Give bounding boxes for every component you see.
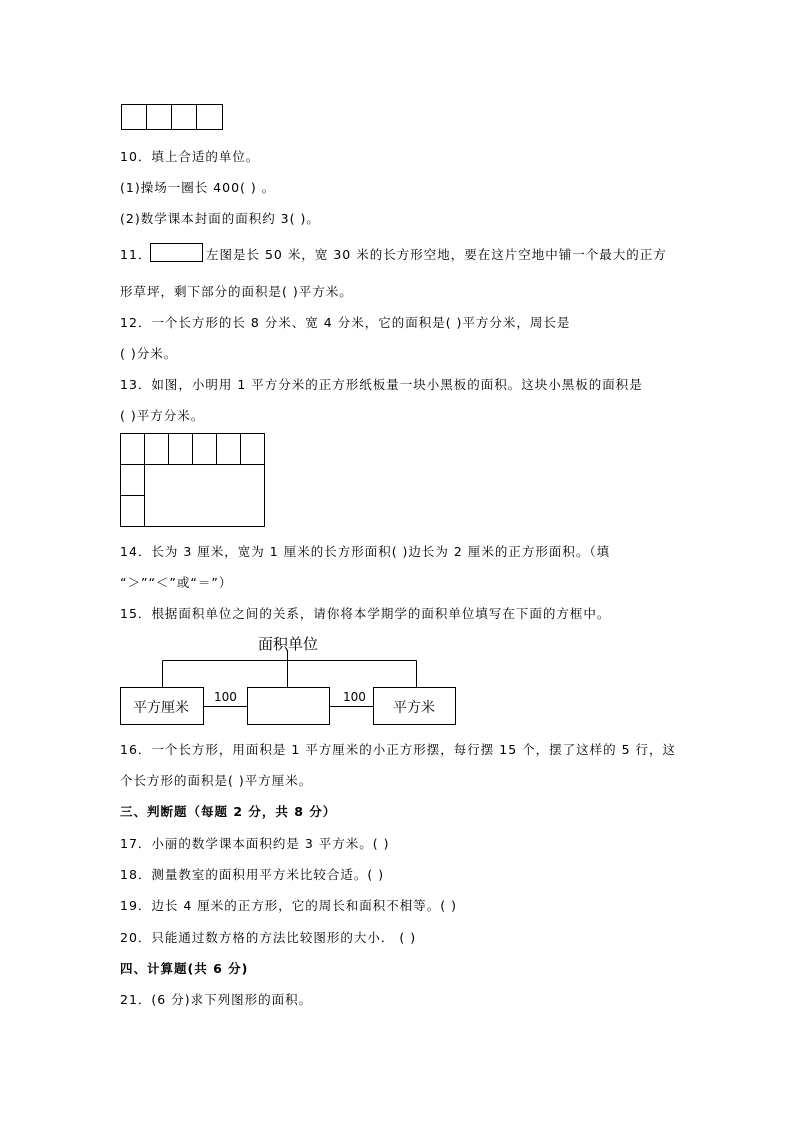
q11-text-line1: 左图是长 50 米，宽 30 米的长方形空地，要在这片空地中铺一个最大的正方 [206,247,667,262]
q17-text: 17．小丽的数学课本面积约是 3 平方米。( ) [120,836,390,851]
q12-text-line2: ( )分米。 [120,346,178,361]
grid-cell [146,104,172,130]
section4-heading: 四、计算题(共 6 分) [120,961,249,976]
unit-box-right-label: 平方米 [393,700,435,716]
q10-part2: (2)数学课本封面的面积约 3( )。 [120,211,320,226]
q20-text: 20．只能通过数方格的方法比较图形的大小． ( ) [120,930,417,945]
unit-box-middle[interactable] [247,687,330,725]
q18-text: 18．测量教室的面积用平方米比较合适。( ) [120,867,385,882]
q13-text-line2: ( )平方分米。 [120,408,205,423]
section3-heading: 三、判断题（每题 2 分，共 8 分） [120,804,337,819]
q13-blackboard-figure [119,432,267,530]
q19-text: 19．边长 4 厘米的正方形，它的周长和面积不相等。( ) [120,898,458,913]
grid-cell [171,104,197,130]
q10-title: 10．填上合适的单位。 [120,149,260,164]
q15-text: 15．根据面积单位之间的关系，请你将本学期学的面积单位填写在下面的方框中。 [120,606,611,621]
q14-text-line1: 14．长为 3 厘米，宽为 1 厘米的长方形面积( )边长为 2 厘米的正方形面积。（填 [120,544,611,559]
q12-text-line1: 12．一个长方形的长 8 分米、宽 4 分米，它的面积是( )平方分米，周长是 [120,315,571,330]
q11-text-line2: 形草坪，剩下部分的面积是( )平方米。 [120,284,353,299]
q11-rectangle-figure [150,243,203,262]
diagram-title: 面积单位 [258,635,319,653]
unit-box-left-label: 平方厘米 [133,700,189,716]
rate-right-label: 100 [343,690,366,704]
q13-text-line1: 13．如图，小明用 1 平方分米的正方形纸板量一块小黑板的面积。这块小黑板的面积是 [120,377,643,392]
q14-text-line2: “＞”“＜”或“＝”） [120,575,233,590]
q16-text-line1: 16．一个长方形，用面积是 1 平方厘米的小正方形摆，每行摆 15 个，摆了这样的 5 行，这 [120,742,677,757]
rate-left-label: 100 [214,690,237,704]
grid-cell [196,104,223,130]
q21-text: 21．(6 分)求下列图形的面积。 [120,992,313,1007]
q16-text-line2: 个长方形的面积是( )平方厘米。 [120,773,313,788]
q11-number: 11． [120,247,152,262]
q10-part1: (1)操场一圈长 400( ) 。 [120,180,276,195]
grid-cell [121,104,147,130]
